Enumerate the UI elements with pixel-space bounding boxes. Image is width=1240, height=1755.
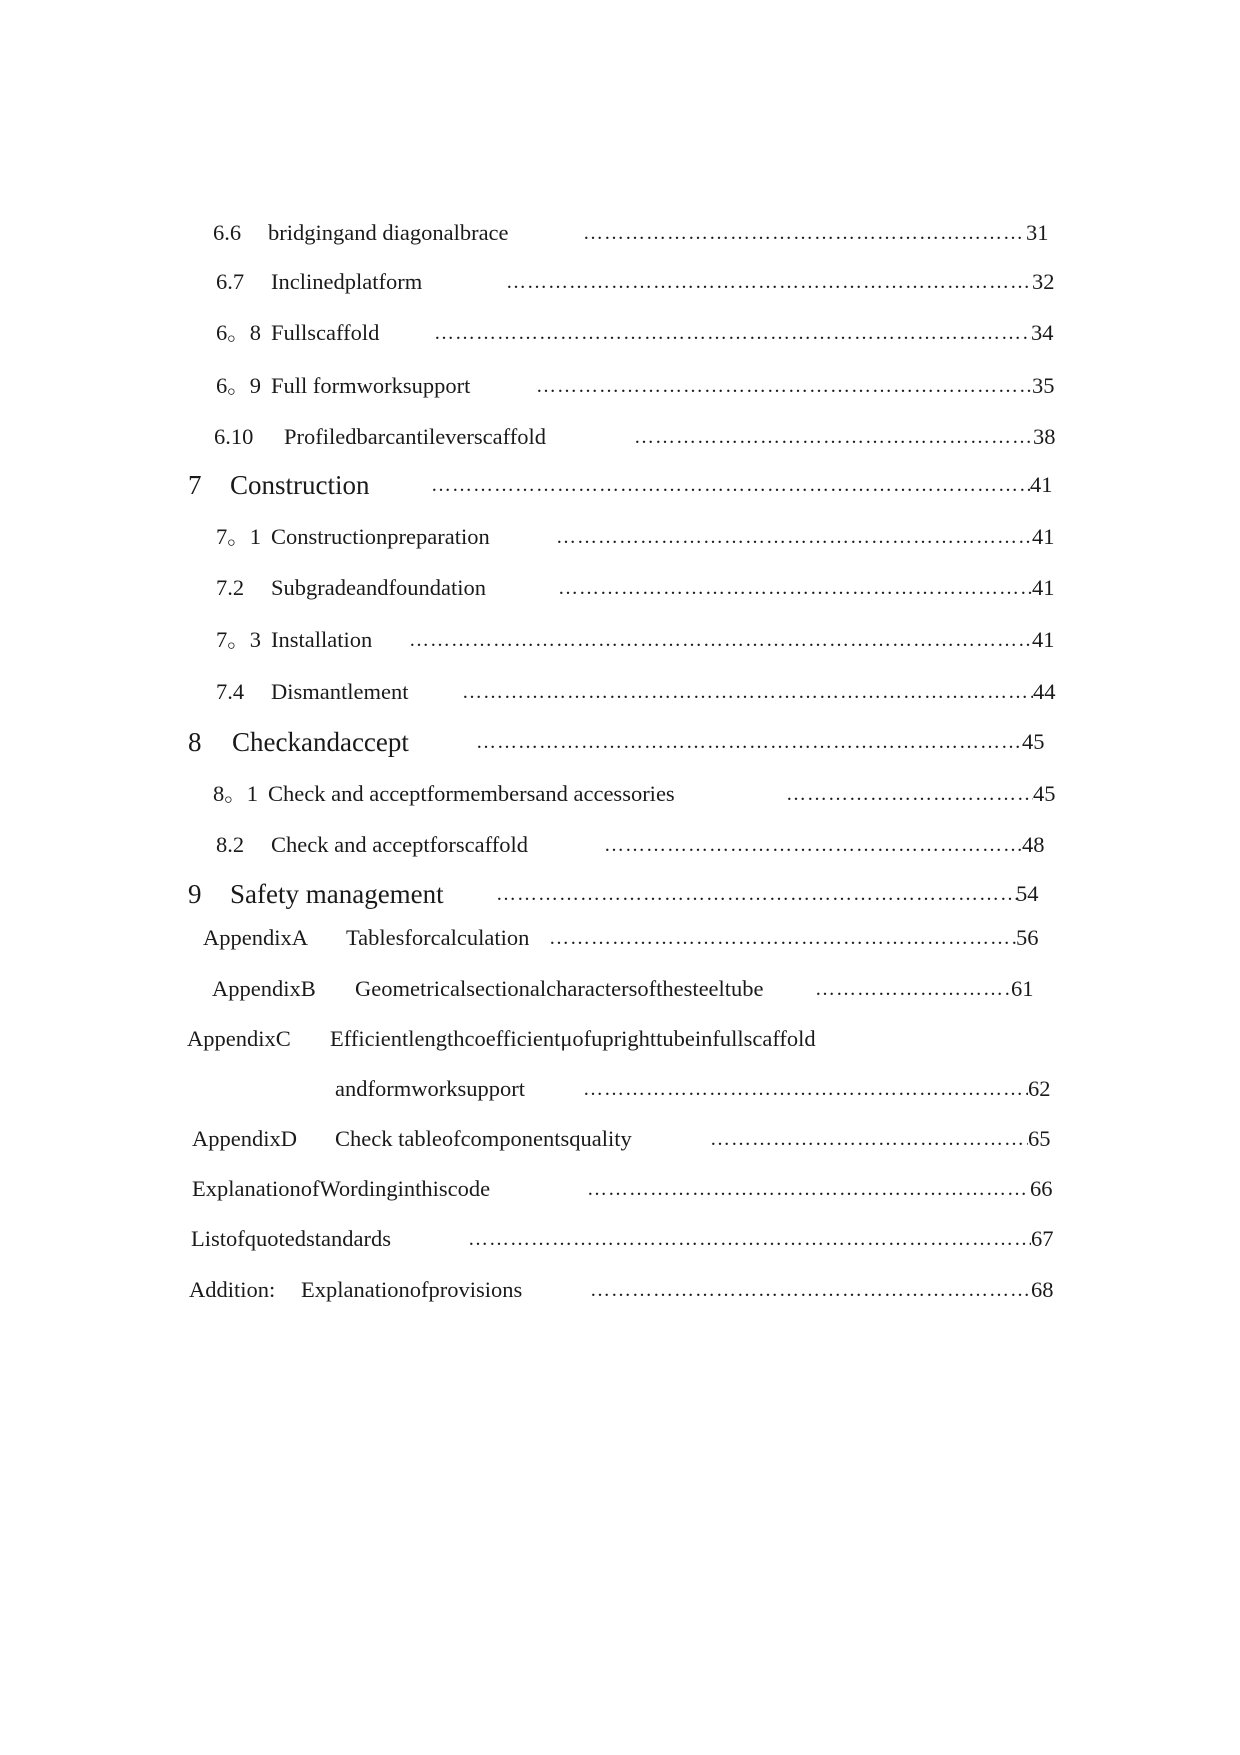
toc-entry-title: Inclinedplatform — [271, 269, 423, 294]
toc-chapter-number: 9 — [188, 879, 202, 909]
toc-entry-title: Check and acceptforscaffold — [271, 832, 528, 857]
toc-entry-7-2[interactable] — [0, 568, 1240, 608]
toc-entry-title: Constructionpreparation — [271, 524, 490, 549]
toc-entry-title: Full formworksupport — [271, 373, 471, 398]
toc-entry-number: 6.6 — [213, 220, 242, 245]
toc-leader-dots — [634, 417, 1033, 457]
toc-entry-page: 66 — [1030, 1176, 1053, 1201]
toc-entry-6-7[interactable] — [0, 262, 1240, 302]
toc-entry-page: 45 — [1033, 781, 1056, 806]
toc-chapter-title: Construction — [230, 470, 370, 500]
toc-entry-number: 8。1 — [213, 781, 259, 806]
toc-leader-dots — [556, 517, 1032, 557]
toc-entry-number: 6.7 — [216, 269, 245, 294]
toc-leader-dots — [536, 366, 1032, 406]
toc-entry-number: 6.10 — [214, 424, 254, 449]
toc-entry-page: 34 — [1031, 320, 1054, 345]
toc-entry-page: 45 — [1022, 729, 1045, 754]
toc-entry-7-3[interactable] — [0, 620, 1240, 660]
toc-entry-number: 6。9 — [216, 373, 262, 398]
toc-chapter-8[interactable] — [0, 722, 1240, 762]
toc-entry-page: 41 — [1032, 627, 1055, 652]
toc-entry-title: Dismantlement — [271, 679, 409, 704]
toc-entry-title: Efficientlengthcoefficientμofuprighttubeinfullscaffold — [330, 1026, 816, 1051]
toc-leader-dots — [583, 1069, 1028, 1109]
toc-leader-dots — [549, 918, 1016, 958]
toc-list-of-quoted-standards[interactable] — [0, 1219, 1240, 1259]
toc-entry-title: Check tableofcomponentsquality — [335, 1126, 632, 1151]
toc-entry-title: Geometricalsectionalcharactersofthesteeltube — [355, 976, 764, 1001]
toc-chapter-title: Checkandaccept — [232, 727, 409, 757]
toc-leader-dots — [431, 465, 1033, 505]
toc-entry-title: Subgradeandfoundation — [271, 575, 486, 600]
toc-entry-6-9[interactable] — [0, 366, 1240, 406]
toc-entry-number: 7.2 — [216, 575, 245, 600]
toc-chapter-9[interactable] — [0, 874, 1240, 914]
toc-entry-page: 65 — [1028, 1126, 1051, 1151]
toc-entry-page: 56 — [1016, 925, 1039, 950]
toc-chapter-number: 7 — [188, 470, 202, 500]
toc-entry-title: Fullscaffold — [271, 320, 380, 345]
toc-appendix-label: AppendixD — [192, 1126, 297, 1151]
toc-entry-7-1[interactable] — [0, 517, 1240, 557]
toc-leader-dots — [815, 969, 1011, 1009]
toc-appendix-b[interactable] — [0, 969, 1240, 1009]
toc-entry-page: 67 — [1031, 1226, 1054, 1251]
toc-entry-title: Check and acceptformembersand accessories — [268, 781, 675, 806]
toc-entry-6-8[interactable] — [0, 313, 1240, 353]
toc-entry-6-10[interactable] — [0, 417, 1240, 457]
toc-entry-7-4[interactable] — [0, 672, 1240, 712]
toc-leader-dots — [583, 213, 1026, 253]
toc-addition-label: Addition: — [189, 1277, 276, 1302]
toc-entry-page: 35 — [1032, 373, 1055, 398]
toc-entry-page: 41 — [1032, 524, 1055, 549]
toc-leader-dots — [786, 774, 1033, 814]
toc-entry-page: 54 — [1016, 881, 1039, 906]
toc-entry-page: 32 — [1032, 269, 1055, 294]
toc-appendix-c-continued[interactable] — [0, 1069, 1240, 1109]
toc-entry-page: 68 — [1031, 1277, 1054, 1302]
toc-appendix-label: AppendixB — [212, 976, 316, 1001]
toc-leader-dots — [476, 722, 1024, 762]
toc-entry-number: 6。8 — [216, 320, 262, 345]
toc-leader-dots — [506, 262, 1032, 302]
toc-entry-8-1[interactable] — [0, 774, 1240, 814]
toc-addition[interactable] — [0, 1270, 1240, 1310]
toc-entry-number: 7。1 — [216, 524, 262, 549]
toc-appendix-c[interactable] — [0, 1019, 1240, 1059]
toc-entry-page: 41 — [1032, 575, 1055, 600]
toc-entry-number: 7。3 — [216, 627, 262, 652]
toc-leader-dots — [587, 1169, 1030, 1209]
toc-leader-dots — [558, 568, 1032, 608]
toc-explanation-of-wording[interactable] — [0, 1169, 1240, 1209]
toc-entry-page: 61 — [1011, 976, 1034, 1001]
toc-entry-page: 38 — [1033, 424, 1056, 449]
toc-entry-title: ExplanationofWordinginthiscode — [192, 1176, 491, 1201]
toc-entry-page: 31 — [1026, 220, 1049, 245]
toc-leader-dots — [710, 1119, 1028, 1159]
toc-leader-dots — [409, 620, 1032, 660]
toc-entry-6-6[interactable] — [0, 213, 1240, 253]
toc-entry-title: Tablesforcalculation — [346, 925, 530, 950]
toc-entry-number: 7.4 — [216, 679, 245, 704]
toc-entry-title: Profiledbarcantileverscaffold — [284, 424, 546, 449]
toc-entry-title-continued: andformworksupport — [335, 1076, 525, 1101]
toc-entry-title: Installation — [271, 627, 373, 652]
toc-entry-number: 8.2 — [216, 832, 245, 857]
toc-entry-title: Listofquotedstandards — [191, 1226, 391, 1251]
toc-chapter-number: 8 — [188, 727, 202, 757]
toc-entry-title: bridgingand diagonalbrace — [268, 220, 509, 245]
toc-appendix-label: AppendixC — [187, 1026, 291, 1051]
toc-chapter-7[interactable] — [0, 465, 1240, 505]
toc-appendix-a[interactable] — [0, 918, 1240, 958]
toc-chapter-title: Safety management — [230, 879, 444, 909]
toc-entry-page: 44 — [1033, 679, 1056, 704]
toc-entry-page: 48 — [1022, 832, 1045, 857]
toc-appendix-label: AppendixA — [203, 925, 308, 950]
toc-appendix-d[interactable] — [0, 1119, 1240, 1159]
toc-leader-dots — [590, 1270, 1031, 1310]
toc-entry-title: Explanationofprovisions — [301, 1277, 523, 1302]
toc-leader-dots — [468, 1219, 1031, 1259]
toc-leader-dots — [462, 672, 1033, 712]
toc-leader-dots — [434, 313, 1031, 353]
toc-leader-dots — [604, 825, 1022, 865]
toc-entry-8-2[interactable] — [0, 825, 1240, 865]
toc-leader-dots — [496, 874, 1018, 914]
toc-entry-page: 41 — [1030, 472, 1053, 497]
toc-entry-page: 62 — [1028, 1076, 1051, 1101]
